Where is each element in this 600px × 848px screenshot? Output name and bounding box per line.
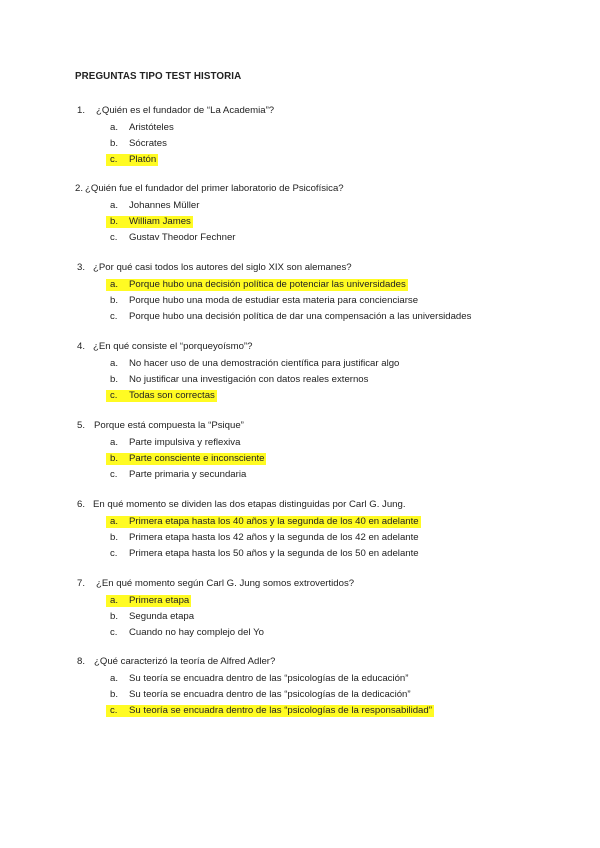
option-2-3 [0, 232, 600, 244]
option-letter: a. [110, 595, 119, 606]
option-text: Gustav Theodor Fechner [129, 232, 236, 243]
question-8 [0, 656, 600, 668]
option-6-2 [0, 532, 600, 544]
option-4-2 [0, 374, 600, 386]
option-text: Primera etapa hasta los 42 años y la segunda de los 42 en adelante [129, 532, 419, 543]
option-text: Primera etapa hasta los 40 años y la segunda de los 40 en adelante [129, 516, 419, 527]
question-number: 4. [77, 341, 86, 352]
option-letter: c. [110, 469, 118, 480]
option-letter: a. [110, 673, 119, 684]
option-text: Parte primaria y secundaria [129, 469, 247, 480]
option-letter: c. [110, 311, 118, 322]
question-1 [0, 105, 600, 117]
option-7-3 [0, 627, 600, 639]
question-number: 8. [77, 656, 86, 667]
option-5-1 [0, 437, 600, 449]
option-text: Su teoría se encuadra dentro de las “psicologías de la educación” [129, 673, 409, 684]
option-text: Segunda etapa [129, 611, 195, 622]
option-7-1 [0, 595, 600, 607]
question-number: 7. [77, 578, 86, 589]
question-text: ¿Qué caracterizó la teoría de Alfred Adler? [94, 656, 276, 667]
question-text: ¿Quién es el fundador de “La Academia”? [96, 105, 275, 116]
option-1-2 [0, 138, 600, 150]
option-text: Parte impulsiva y reflexiva [129, 437, 241, 448]
option-letter: b. [110, 216, 119, 227]
option-3-2 [0, 295, 600, 307]
option-letter: b. [110, 611, 119, 622]
option-1-3 [0, 154, 600, 166]
option-4-3 [0, 390, 600, 402]
option-5-3 [0, 469, 600, 481]
option-letter: c. [110, 232, 118, 243]
question-text: En qué momento se dividen las dos etapas distinguidas por Carl G. Jung. [93, 499, 406, 510]
question-number: 5. [77, 420, 86, 431]
option-letter: c. [110, 705, 118, 716]
option-8-2 [0, 689, 600, 701]
question-number: 1. [77, 105, 86, 116]
option-text: Johannes Müller [129, 200, 200, 211]
option-letter: a. [110, 437, 119, 448]
option-text: Porque hubo una moda de estudiar esta materia para concienciarse [129, 295, 419, 306]
option-3-1 [0, 279, 600, 291]
option-text: Primera etapa hasta los 50 años y la segunda de los 50 en adelante [129, 548, 419, 559]
option-letter: a. [110, 200, 119, 211]
option-letter: a. [110, 516, 119, 527]
question-number: 2. [75, 183, 84, 194]
option-letter: c. [110, 390, 118, 401]
option-text: Su teoría se encuadra dentro de las “psicologías de la dedicación” [129, 689, 411, 700]
option-text: Porque hubo una decisión política de potenciar las universidades [129, 279, 406, 290]
option-3-3 [0, 311, 600, 323]
option-text: Aristóteles [129, 122, 174, 133]
option-text: Primera etapa [129, 595, 190, 606]
option-text: Todas son correctas [129, 390, 215, 401]
question-number: 3. [77, 262, 86, 273]
option-text: No hacer uso de una demostración científica para justificar algo [129, 358, 400, 369]
option-7-2 [0, 611, 600, 623]
option-text: Cuando no hay complejo del Yo [129, 627, 264, 638]
question-5 [0, 420, 600, 432]
option-text: Sócrates [129, 138, 167, 149]
option-letter: b. [110, 374, 119, 385]
page-title: PREGUNTAS TIPO TEST HISTORIA [75, 71, 242, 82]
option-text: No justificar una investigación con datos reales externos [129, 374, 369, 385]
option-text: William James [129, 216, 191, 227]
question-text: ¿Quién fue el fundador del primer laboratorio de Psicofísica? [85, 183, 344, 194]
option-letter: a. [110, 122, 119, 133]
question-4 [0, 341, 600, 353]
option-2-1 [0, 200, 600, 212]
option-letter: b. [110, 138, 119, 149]
option-6-1 [0, 516, 600, 528]
option-1-1 [0, 122, 600, 134]
option-8-3 [0, 705, 600, 717]
question-text: ¿En qué consiste el “porqueyoísmo”? [93, 341, 253, 352]
question-6 [0, 499, 600, 511]
option-letter: b. [110, 532, 119, 543]
option-letter: a. [110, 279, 119, 290]
option-2-2 [0, 216, 600, 228]
option-text: Porque hubo una decisión política de dar una compensación a las universidades [129, 311, 472, 322]
option-letter: b. [110, 689, 119, 700]
option-text: Parte consciente e inconsciente [129, 453, 265, 464]
option-6-3 [0, 548, 600, 560]
question-text: ¿Por qué casi todos los autores del siglo XIX son alemanes? [93, 262, 352, 273]
option-letter: a. [110, 358, 119, 369]
question-3 [0, 262, 600, 274]
option-letter: b. [110, 295, 119, 306]
option-8-1 [0, 673, 600, 685]
question-text: ¿En qué momento según Carl G. Jung somos extrovertidos? [96, 578, 355, 589]
option-5-2 [0, 453, 600, 465]
option-letter: c. [110, 548, 118, 559]
option-letter: b. [110, 453, 119, 464]
option-letter: c. [110, 627, 118, 638]
option-text: Su teoría se encuadra dentro de las “psicologías de la responsabilidad” [129, 705, 432, 716]
option-4-1 [0, 358, 600, 370]
question-7 [0, 578, 600, 590]
option-letter: c. [110, 154, 118, 165]
question-2 [0, 183, 600, 195]
question-text: Porque está compuesta la “Psique” [94, 420, 244, 431]
option-text: Platón [129, 154, 157, 165]
question-number: 6. [77, 499, 86, 510]
